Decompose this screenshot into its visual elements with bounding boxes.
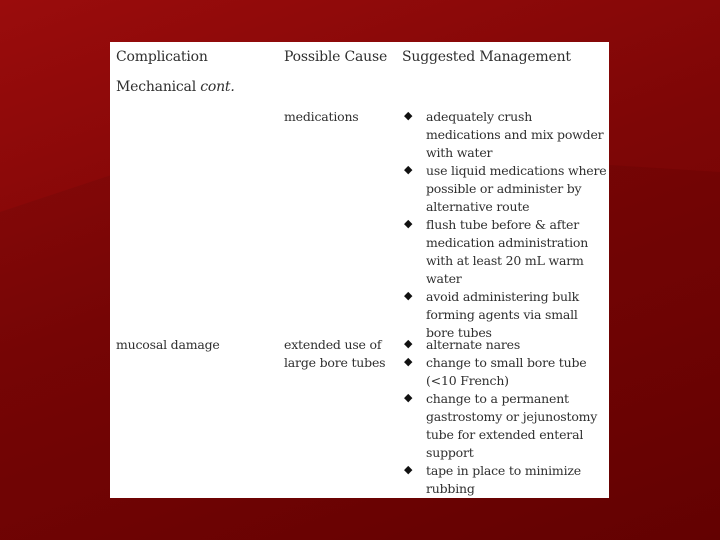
diamond-bullet-icon: ◆ (404, 289, 413, 302)
list-item: ◆ change to small bore tube (<10 French) (404, 355, 587, 388)
header-complication: Complication (116, 49, 208, 65)
list-item: ◆ adequately crush medications and mix powder with water (404, 109, 604, 160)
diamond-bullet-icon: ◆ (404, 337, 413, 350)
list-item: ◆ avoid administering bulk forming agents via small bore tubes (404, 289, 580, 340)
diamond-bullet-icon: ◆ (404, 355, 413, 368)
section-title-suffix: cont. (200, 79, 235, 95)
list-item: ◆ use liquid medications where possible or administer by alternative route (404, 163, 607, 214)
row-2-complication: mucosal damage (116, 337, 220, 352)
list-item: ◆ flush tube before & after medication administration with at least 20 mL warm water (404, 217, 589, 286)
diamond-bullet-icon: ◆ (404, 463, 413, 476)
list-item: ◆ alternate nares (404, 337, 521, 352)
section-title (116, 78, 235, 96)
diamond-bullet-icon: ◆ (404, 163, 413, 176)
list-item: ◆ tape in place to minimize rubbing (404, 463, 581, 496)
row-2-cause: extended use of large bore tubes (284, 337, 386, 370)
diamond-bullet-icon: ◆ (404, 391, 413, 404)
row-1-management-list (402, 108, 607, 342)
row-2-management-list (402, 336, 607, 498)
diamond-bullet-icon: ◆ (404, 217, 413, 230)
diamond-bullet-icon: ◆ (404, 109, 413, 122)
list-item: ◆ change to a permanent gastrostomy or jejunostomy tube for extended enteral support (404, 391, 598, 460)
header-possible-cause: Possible Cause (284, 49, 388, 65)
slide-content (110, 42, 609, 498)
section-title-text: Mechanical (116, 79, 196, 95)
header-suggested-management: Suggested Management (402, 49, 571, 65)
row-1-cause: medications (284, 109, 359, 124)
